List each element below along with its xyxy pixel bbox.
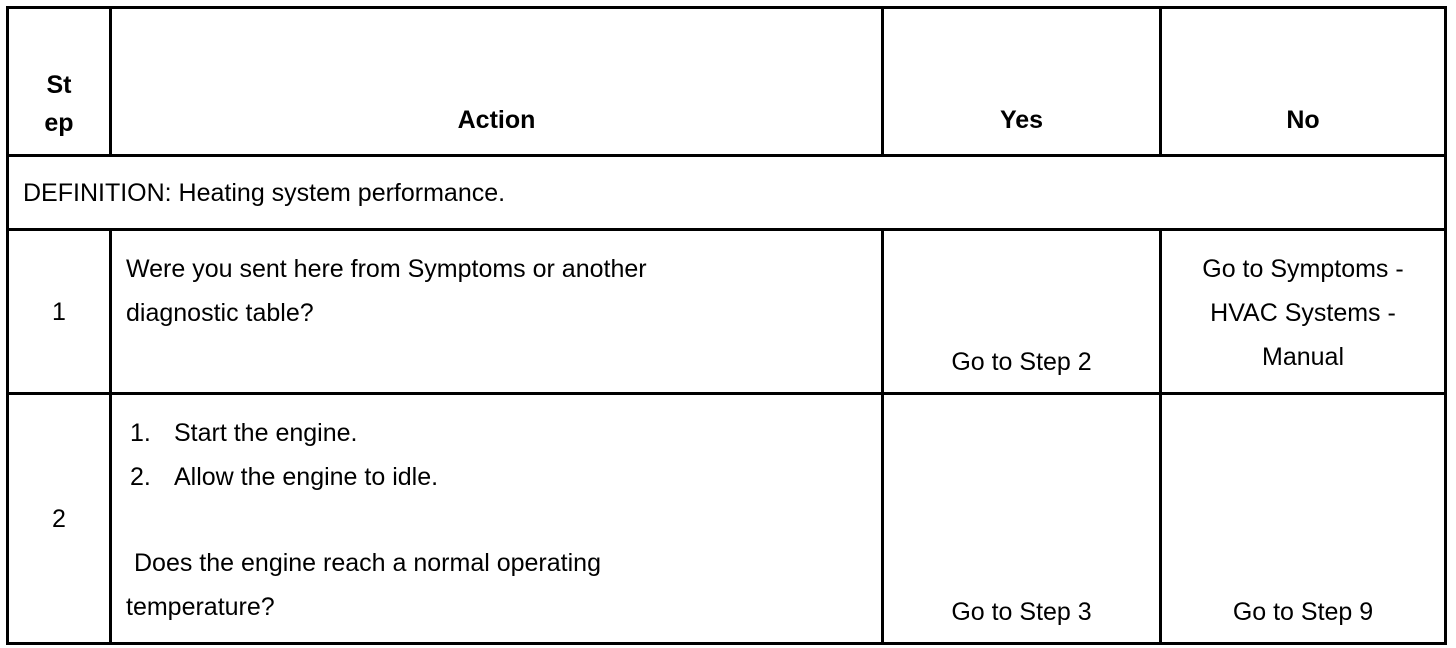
substep-text: Allow the engine to idle. bbox=[174, 463, 439, 491]
header-step-line1: St bbox=[46, 71, 72, 99]
header-yes: Yes bbox=[883, 8, 1161, 156]
header-no: No bbox=[1161, 8, 1446, 156]
definition-text: DEFINITION: Heating system performance. bbox=[8, 156, 1446, 230]
no-cell bbox=[1161, 230, 1446, 394]
list-item bbox=[126, 455, 867, 499]
header-step-line2: ep bbox=[44, 109, 74, 137]
substep-number: 2. bbox=[130, 463, 151, 491]
substep-list bbox=[126, 411, 867, 499]
action-text-line: diagnostic table? bbox=[126, 299, 314, 327]
yes-cell: Go to Step 3 bbox=[883, 394, 1161, 644]
question-line: Does the engine reach a normal operating bbox=[134, 549, 601, 577]
list-item bbox=[126, 411, 867, 455]
step-number: 2 bbox=[8, 394, 111, 644]
header-action: Action bbox=[111, 8, 883, 156]
table-header-row bbox=[8, 8, 1446, 156]
substep-text: Start the engine. bbox=[174, 419, 358, 447]
action-cell bbox=[111, 230, 883, 394]
diagnostic-table bbox=[6, 6, 1447, 645]
action-text-line: Were you sent here from Symptoms or another bbox=[126, 255, 647, 283]
substep-number: 1. bbox=[130, 419, 151, 447]
no-text-line: HVAC Systems - bbox=[1210, 299, 1396, 327]
no-cell: Go to Step 9 bbox=[1161, 394, 1446, 644]
table-row bbox=[8, 230, 1446, 394]
action-cell bbox=[111, 394, 883, 644]
step-number: 1 bbox=[8, 230, 111, 394]
table-row bbox=[8, 394, 1446, 644]
no-text-line: Go to Symptoms - bbox=[1202, 255, 1404, 283]
question-text bbox=[126, 541, 867, 629]
definition-row bbox=[8, 156, 1446, 230]
question-line: temperature? bbox=[126, 593, 275, 621]
no-text-line: Manual bbox=[1262, 343, 1344, 371]
yes-cell: Go to Step 2 bbox=[883, 230, 1161, 394]
header-step bbox=[8, 8, 111, 156]
diagnostic-table-container bbox=[6, 6, 1444, 642]
